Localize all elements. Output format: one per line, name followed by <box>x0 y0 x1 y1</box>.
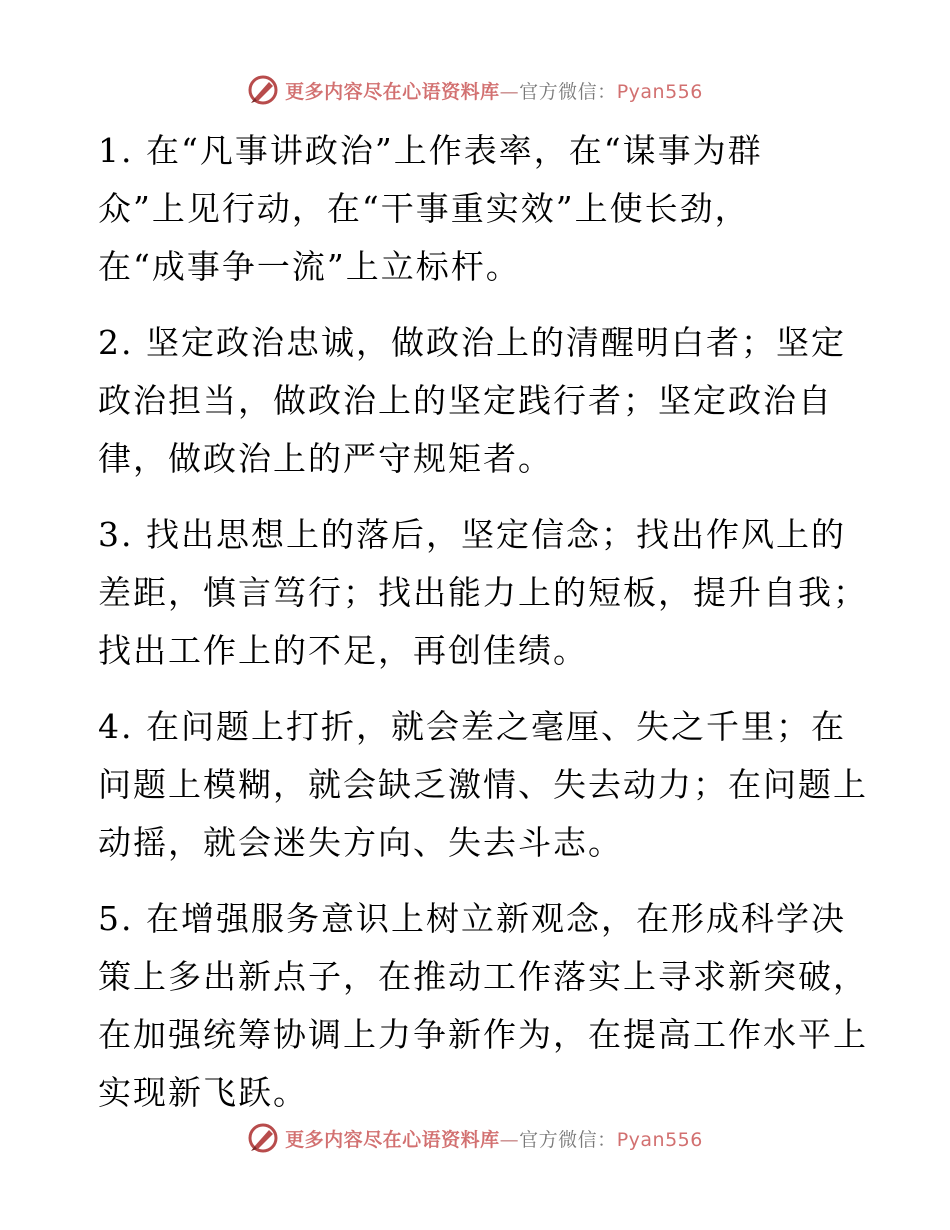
paragraph-4 <box>98 698 868 872</box>
text-line: 策上多出新点子，在推动工作落实上寻求新突破， <box>98 957 868 996</box>
paragraph-5 <box>98 890 868 1122</box>
document-body <box>98 122 868 1140</box>
text-line: 5. 在增强服务意识上树立新观念，在形成科学决 <box>98 899 846 938</box>
pen-logo-icon <box>247 1122 279 1154</box>
text-line: 政治担当，做政治上的坚定践行者；坚定政治自 <box>98 381 833 420</box>
text-line: 1. 在“凡事讲政治”上作表率，在“谋事为群 <box>98 131 763 170</box>
footer-watermark <box>0 1118 950 1158</box>
text-line: 差距，慎言笃行；找出能力上的短板，提升自我； <box>98 573 868 612</box>
pen-logo-icon <box>247 74 279 106</box>
text-line: 找出工作上的不足，再创佳绩。 <box>98 631 588 670</box>
watermark-text: 更多内容尽在心语资料库—官方微信：Pyan556 <box>285 80 703 103</box>
text-line: 在“成事争一流”上立标杆。 <box>98 247 521 286</box>
text-line: 4. 在问题上打折，就会差之毫厘、失之千里；在 <box>98 707 846 746</box>
text-line: 问题上模糊，就会缺乏激情、失去动力；在问题上 <box>98 765 868 804</box>
text-line: 2. 坚定政治忠诚，做政治上的清醒明白者；坚定 <box>98 323 846 362</box>
text-line: 实现新飞跃。 <box>98 1073 308 1112</box>
paragraph-1 <box>98 122 858 296</box>
text-line: 在加强统筹协调上力争新作为，在提高工作水平上 <box>98 1015 868 1054</box>
text-line: 众”上见行动，在“干事重实效”上使长劲， <box>98 189 750 228</box>
text-line: 3. 找出思想上的落后，坚定信念；找出作风上的 <box>98 515 846 554</box>
header-watermark <box>0 70 950 110</box>
text-line: 律，做政治上的严守规矩者。 <box>98 439 553 478</box>
paragraph-3 <box>98 506 868 680</box>
paragraph-2 <box>98 314 858 488</box>
watermark-text: 更多内容尽在心语资料库—官方微信：Pyan556 <box>285 1128 703 1151</box>
text-line: 动摇，就会迷失方向、失去斗志。 <box>98 823 623 862</box>
